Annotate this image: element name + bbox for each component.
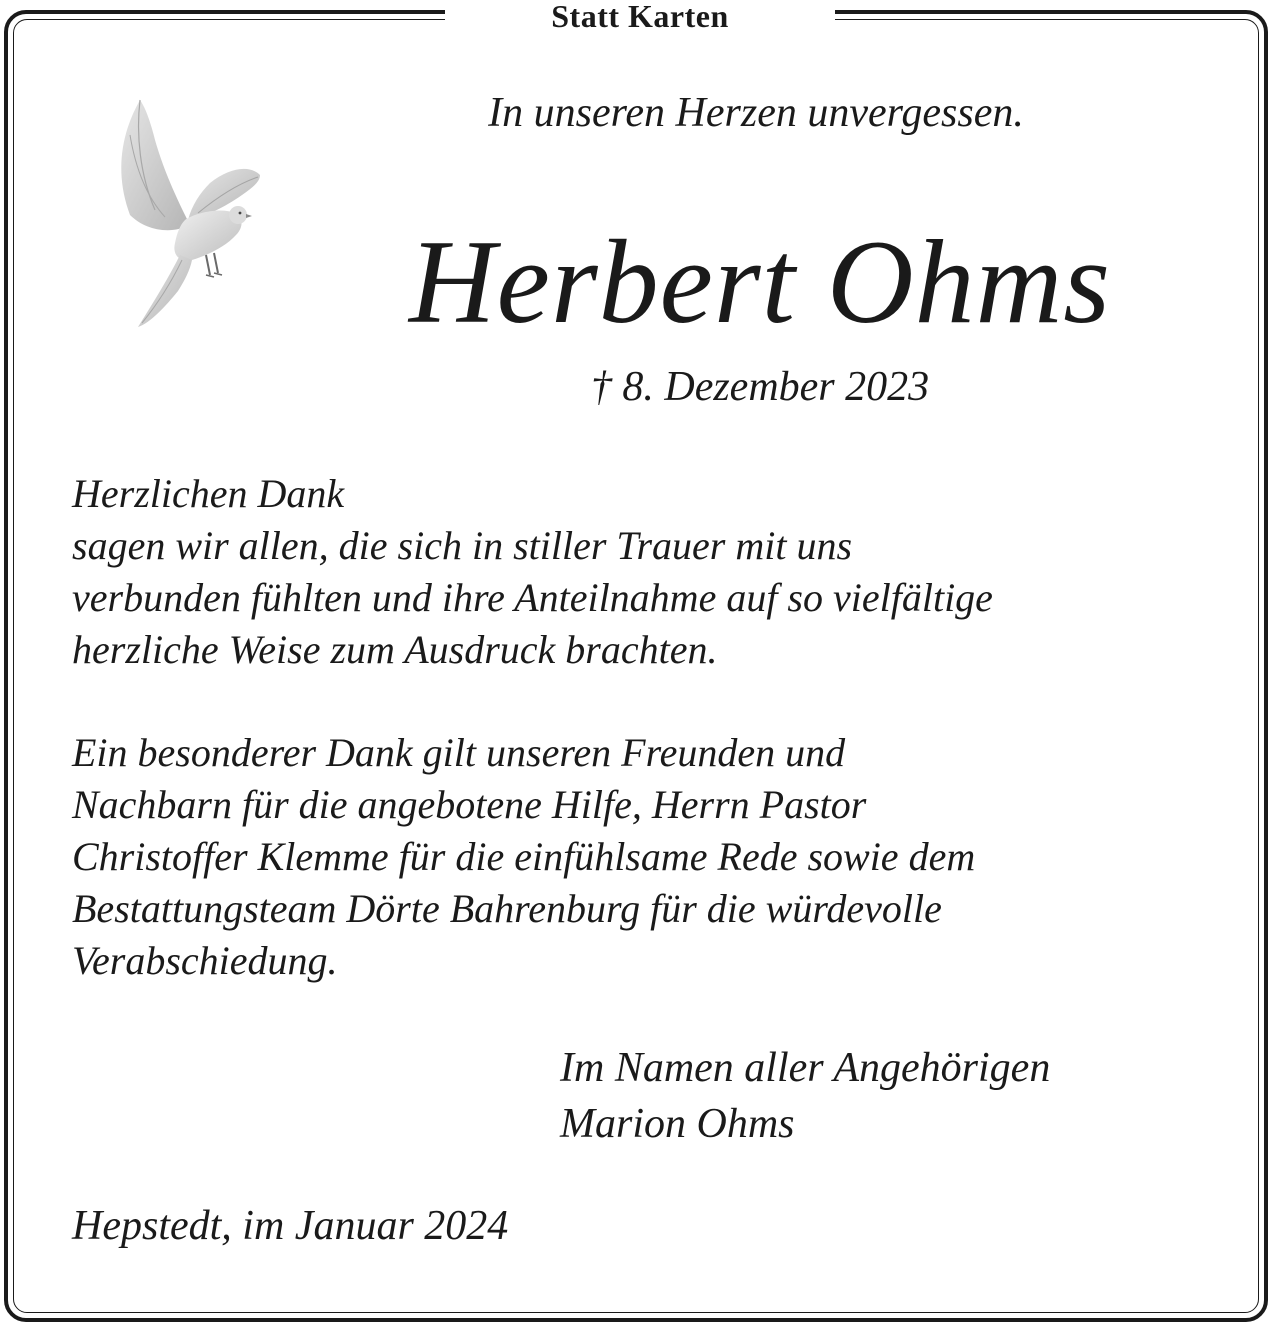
special-thanks-line: Nachbarn für die angebotene Hilfe, Herrn Pastor [72, 782, 867, 827]
special-thanks-paragraph [72, 727, 1232, 987]
signature-name: Marion Ohms [560, 1101, 795, 1147]
thanks-line: herzliche Weise zum Ausdruck brachten. [72, 627, 718, 672]
death-date: † 8. Dezember 2023 [590, 364, 930, 410]
thanks-paragraph [72, 468, 1232, 676]
thanks-heading: Herzlichen Dank [72, 471, 345, 516]
signature-block [560, 1040, 1240, 1152]
signature-line-family: Im Namen aller Angehörigen [560, 1045, 1051, 1091]
header-title: Statt Karten [551, 0, 729, 34]
dove-icon [110, 95, 270, 335]
deceased-name: Herbert Ohms [409, 215, 1111, 348]
place-date: Hepstedt, im Januar 2024 [72, 1203, 509, 1249]
special-thanks-line: Christoffer Klemme für die einfühlsame Rede sowie dem [72, 834, 976, 879]
special-thanks-line: Verabschiedung. [72, 938, 338, 983]
special-thanks-line: Ein besonderer Dank gilt unseren Freunden und [72, 730, 846, 775]
special-thanks-line: Bestattungsteam Dörte Bahrenburg für die würdevolle [72, 886, 942, 931]
motto-line: In unseren Herzen unvergessen. [488, 90, 1024, 136]
thanks-line: sagen wir allen, die sich in stiller Trauer mit uns [72, 523, 853, 568]
thanks-line: verbunden fühlten und ihre Anteilnahme auf so vielfältige [72, 575, 993, 620]
